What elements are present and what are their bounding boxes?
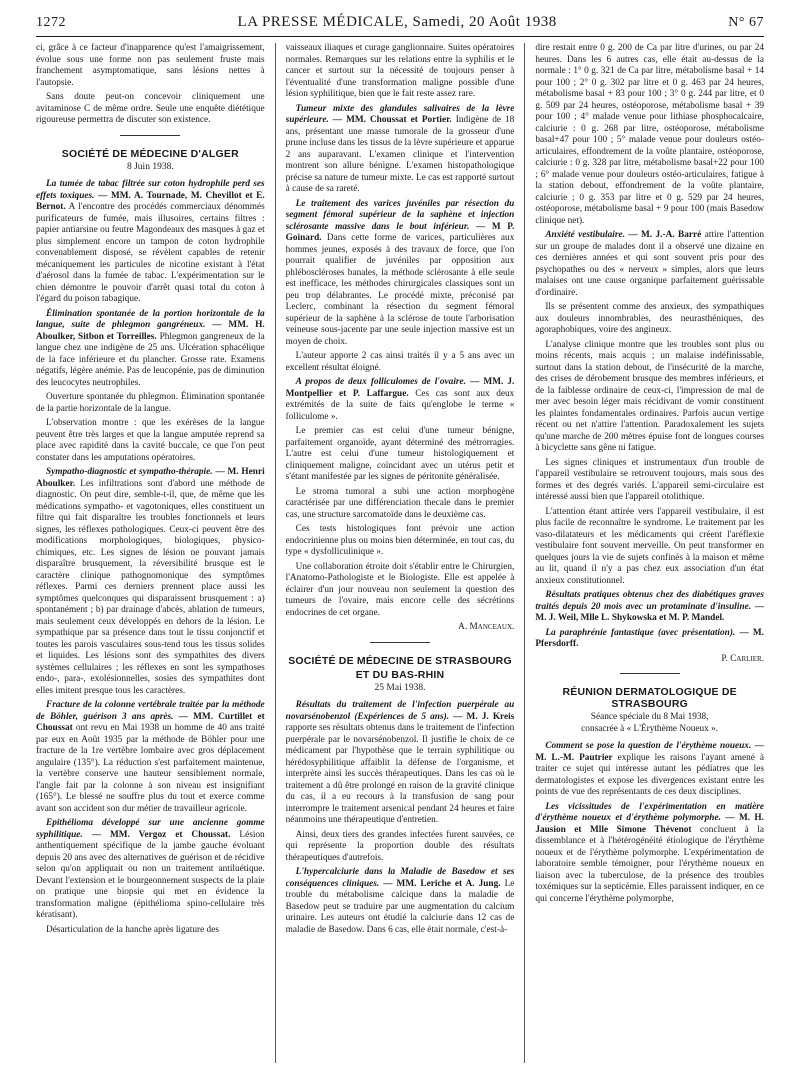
entry <box>286 867 515 936</box>
entry-title: Sympatho-diagnostic et sympatho-thérapie. <box>46 467 213 477</box>
entry-title: La tumée de tabac filtrée sur coton hydrophile perd ses effets toxiques. <box>36 179 265 201</box>
page-header <box>36 14 764 37</box>
entry <box>286 700 515 827</box>
section-date: 25 Mai 1938. <box>374 682 426 693</box>
entry-title: Anxiété vestibulaire. <box>545 230 625 240</box>
entry-title: Le traitement des varices juvéniles par résection du segment fémoral supérieur de la saphène et injection sclérosante massive dans le bout inférieur. <box>285 198 515 232</box>
entry <box>535 628 764 651</box>
paragraph: vaisseaux iliaques et curage ganglionnaire. Suites opératoires normales. Remarques sur les relations entre la syphilis et le cancer et surtout sur la nécessité de toujours penser à l'éventualité d'une transformation maligne possible d'une lésion syphilitique, bien que le fait reste assez rare. <box>285 43 515 99</box>
entry <box>535 590 764 625</box>
columns <box>36 43 764 1063</box>
entry-title: Epithélioma développé sur une ancienne gomme syphilitique. <box>36 818 265 840</box>
entry-authors: — M. Henri Aboulker. <box>36 467 265 489</box>
entry <box>36 700 265 815</box>
entry-title: Élimination spontanée de la portion horizontale de la langue, suite de phlegmon gangréneux. <box>36 308 265 330</box>
entry-title: Résultats pratiques obtenus chez des diabétiques graves traités depuis 20 mois avec un protaminate d'insuline. <box>535 590 764 612</box>
journal-title: LA PRESSE MÉDICALE, Samedi, 20 Août 1938 <box>237 14 557 30</box>
signature: P. Carlier. <box>721 653 764 664</box>
entry-authors: — MM. H. Aboulker, Sitbon et Torreilles. <box>36 320 265 342</box>
paragraph: ci, grâce à ce facteur d'inapparence qu'est l'amaigrissement, évolue sous une forme non pas seulement fruste mais franchement asymptomatique, sans lésions nettes à l'autopsie. <box>36 43 265 88</box>
entry-authors: — MM. Vergoz et Choussat. <box>91 829 231 840</box>
paragraph: L'analyse clinique montre que les troubles sont plus ou moins récents, mais acquis ; un malaise indéfinissable, surtout dans la station debout, de l'insécurité de la marche, des crises de dérobement brusque des membres inférieurs, et de la faiblesse ordinaire de ceux-ci, l'impression de mal de mer avec besoin léger mais récidivant de vomir constituent les plaintes fondamentales ordinaires. Parfois aucun vertige récent ou net n'attire l'attention. Paradoxalement les sujets qu'une marche de 200 mètres épuise font de longues courses à bicyclette sans gêne ni fatigue. <box>535 339 764 453</box>
entry-authors: — M P. Goinard. <box>285 221 515 243</box>
entry-text: Ces cas sont aux deux extrémités de la suite de faits qu'englobe le terme « folliculome ». <box>285 388 515 422</box>
entry <box>535 230 764 299</box>
paragraph: Ainsi, deux tiers des grandes infectées furent sauvées, ce qui représente la proportion double des résultats thérapeutiques d'autrefois. <box>285 829 515 863</box>
paragraph: Désarticulation de la hanche après ligature des <box>46 924 219 935</box>
paragraph: Ils se présentent comme des anxieux, des sympathiques aux douleurs innombrables, des neurasthéniques, des agoraphobiques, voire des angineux. <box>535 302 764 335</box>
column-2 <box>286 43 515 1063</box>
entry-text: concluent à la dissemblance et à l'hétérogénéité étiologique de l'érythème noueux et de l'érythème polymorphe. L'expérimentation de laboratoire semble témoigner, pour l'érythème noueux en liaison avec la tuberculose, de la présence des troubles toxémiques sur la septicémie. Elles paraissent indiquer, en ce qui concerne l'érythème polymorphe, <box>535 824 764 904</box>
section-title: SOCIÉTÉ DE MÉDECINE D'ALGER <box>61 147 239 160</box>
entry-title: Tumeur mixte des glandules salivaires de la lèvre supérieure. <box>285 103 515 125</box>
separator <box>620 673 680 674</box>
entry-authors: — MM. Curtillet et Choussat <box>36 711 265 733</box>
paragraph: L'auteur apporte 2 cas ainsi traités il y a 5 ans avec un excellent résultat éloigné. <box>285 351 515 373</box>
section-subtitle: Séance spéciale du 8 Mai 1938, <box>590 712 709 722</box>
entry <box>36 179 265 306</box>
column-3 <box>535 43 764 1063</box>
entry-title: Résultats du traitement de l'infection puerpérale au novarsénobenzol (Expériences de 5 ans). <box>285 700 515 722</box>
paragraph: Ouverture spontanée du phlegmon. Élimination spontanée de la partie horizontale de la langue. <box>36 392 265 414</box>
entry-title: Comment se pose la question de l'érythème noueux. <box>545 741 752 751</box>
section-title-line2: ET DU BAS-RHIN <box>355 668 445 681</box>
signature: A. Manceaux. <box>458 622 515 632</box>
column-rule <box>524 43 525 1063</box>
entry-text: Phlegmon gangreneux de la langue chez une indigène de 25 ans. Ulcération sphacélique de la face inférieure et du plancher. Grosse rate. Examens négatifs, légère anémie. Pas de leucopénie, pas de diminution des leucocytes neutrophiles. <box>36 331 265 388</box>
entry <box>286 199 515 349</box>
entry-text: Lésion anthentiquement spécifique de la jambe gauche évoluant depuis 20 ans avec des alternatives de guérison et de récidive selon qu'on appliquait ou non un traitement antiluétique. Devant l'extension et le bourgeonnement suspects de la plaie on pratique une biopsie qui met en évidence la transformation maligne (épithélioma spino-cellulaire très kératisant). <box>36 829 265 920</box>
entry-text: A l'encontre des procédés commerciaux dénommés purificateurs de fumée, mais illusoires, certains filtres : papier antiarsine ou feutre Magondeaux des masques à gaz et plus simplement encore un tampon de coton hydrophile convenablement disposé, se révèlent capables de retenir mécaniquement les particules de nicotine existant à l'état d'aérosol dans la fumée de tabac. L'expérimentation sur le chien démontre le pouvoir d'arrêt quasi total du coton à l'égard du poison tabagique. <box>36 202 265 304</box>
entry <box>286 104 515 196</box>
entry-text: ont revu en Mai 1938 un homme de 40 ans traité par eux en Août 1935 par la méthode de Böhler pour une fracture de la 1re vertèbre lombaire avec gros déplacement angulaire (135°). La réduction s'est parfaitement maintenue, la vertèbre conserve une hauteur sensiblement normale, l'angle fait par la colonne à son niveau est insignifiant (165°). Le blessé ne souffre plus du tout et exerce comme avant son accident son dur métier de travailleur agricole. <box>36 723 265 814</box>
entry-authors: — M. J. Weil, Mlle L. Shykowska et M. P. Mandel. <box>535 601 764 623</box>
entry-authors: — M. L.-M. Pautrier <box>535 741 764 763</box>
entry-text: Les infiltrations sont d'abord une méthode de diagnostic. On peut dire, semble-t-il, que, de même que les médications sympatho- et vagotoniques, elles constituent un filtre qui fait disparaître les troubles fonctionnels et leurs signes, les réflexes pathologiques. Ceux-ci peuvent être des modifications morphologiques, biologiques, physico-chimiques, etc. Les signes de lésion ne pouvant jamais disparaître brusquement, la réversibilité brusque est le caractère clinique pathognomonique des symptômes réflexes. Parmi ces derniers prennent place aussi les symptômes quelconques qui disparaissent brusquement : a) spontanément ; b) par drainage d'abcès, ablation de tumeurs, mais seulement ceux développés en dehors de la lésion. Le sympathique par sa présence dans tout le tissu conjonctif et toutes les parois vasculaires sous-tend tous les tissus solides et liquides. Les lésions sont des sympathites des divers systèmes cellulaires ; les réflexes en sont les sympathoses endo-, para-, exolésionnelles, sosies des sympathites dont elles imitent presque tous les caractères. <box>36 478 265 696</box>
entry-authors: — MM. A. Tournade, M. Chevillot et E. Bernot. <box>36 190 265 212</box>
entry <box>535 741 764 799</box>
entry-text: rapporte ses résultats obtenus dans le traitement de l'infection puerpérale par le novarsénobenzol. Il justifie le choix de ce médicament par l'hypothèse que le terrain syphilitique ou hérédosyphilitique affaiblit la défense de l'organisme, et interprète ainsi les succès thérapeutiques. Dans les cas où le traitement a dû être prolongé en raison de la gravité clinique du cas, il a eu recours à la transfusion de sang pour interrompre le traitement arsenical pendant 24 heures et faire néanmoins une thérapeutique d'entretien. <box>285 723 515 825</box>
entry <box>286 377 515 423</box>
paragraph: Le stroma tumoral a subi une action morphogène caractérisée par une différenciation thecale dans le premier cas, une structure sarcomatoïde dans le deuxième cas. <box>285 486 515 520</box>
paragraph: L'observation montre : que les exérèses de la langue peuvent être très larges et que la langue amputée reprend sa place avec rapidité dans la cavité buccale, ce que l'on peut constater dans les amputations opératoires. <box>36 418 265 463</box>
entry-authors: — M. J. Kreis <box>453 711 515 722</box>
section-subtitle: consacrée à « L'Érythème Noueux ». <box>581 723 719 734</box>
entry <box>535 802 764 906</box>
section-date: 8 Juin 1938. <box>126 161 174 172</box>
paragraph: Les signes cliniques et instrumentaux d'un trouble de l'appareil vestibulaire se retrouvent toujours, mais sous des formes et des degrés variés. L'appareil semi-circulaire est intéressé aussi bien que l'appareil otolithique. <box>535 457 764 502</box>
paragraph: Sans doute peut-on concevoir cliniquement une avitaminose C de même ordre. Seule une enquête diététique rigoureuse permettra de discuter son existence. <box>36 92 265 125</box>
column-1 <box>36 43 265 1063</box>
entry-text: Le trouble du métabolisme calcique dans la maladie de Basedow peut se traduire par une augmentation du calcium urinaire. Les auteurs ont étudié la calciurie dans 12 cas de maladie de Basedow. Dans 6 cas, elle était normale, c'est-à- <box>285 878 515 935</box>
section-title: SOCIÉTÉ DE MÉDECINE DE STRASBOURG <box>288 654 512 667</box>
entry-authors: — M. J.-A. Barré <box>628 230 702 240</box>
paragraph: L'attention étant attirée vers l'appareil vestibulaire, il est plus facile de reconnaître le syndrome. Le traitement par les vaso-dilatateurs et les médicaments qui créent l'aréflexie vestibulaire font souvent merveille. On peut transformer en quelques jours la vie de sujets confinés à la maison et même au lit, quand il n'y a pas chez eux association d'un état anxieux constitutionnel. <box>535 506 764 586</box>
entry-text: Indigène de 18 ans, présentant une masse tumorale de la grosseur d'une prune incluse dans les tissus de la lèvre supérieure et apparue 2 ans auparavant. L'examen clinique et l'intervention montrent son allure bénigne. L'examen histopathologique précise sa nature de tumeur mixte. Le cas est rapporté surtout à cause de sa rareté. <box>285 115 515 194</box>
entry-authors: — MM. Choussat et Portier. <box>332 115 452 125</box>
column-rule <box>275 43 276 1063</box>
entry-title: Les vicissitudes de l'expérimentation en matière d'érythème noueux et d'érythème polymorphe. <box>535 801 764 823</box>
separator <box>120 135 180 136</box>
entry-title: La paraphrénie fantastique (avec présentation). <box>545 627 736 638</box>
entry-title: Fracture de la colonne vertébrale traitée par la méthode de Böhler, guérison 3 ans après. <box>36 700 265 722</box>
entry <box>36 818 265 922</box>
paragraph: Une collaboration étroite doit s'établir entre le Chirurgien, l'Anatomo-Pathologiste et le Biologiste. Elle est appelée à éclairer d'un jour nouveau non seulement la question des tumeurs de l'ovaire, mais encore celle des sécrétions endocrines de cet organe. <box>285 561 515 618</box>
issue-number: N° 67 <box>728 15 764 30</box>
entry <box>36 309 265 390</box>
paragraph: Ces tests histologiques font prévoir une action endocrinienne plus ou moins bien déterminée, en tout cas, du type « dysfolliculinique ». <box>285 524 515 557</box>
entry-title: L'hypercalciurie dans la Maladie de Basedow et ses conséquences cliniques. <box>285 867 515 889</box>
entry-authors: — M. H. Jausion et Mlle Simone Thévenot <box>535 813 764 835</box>
entry-text: Dans cette forme de varices, particulières aux hommes jeunes, exposés à des travaux de force, que l'on pourrait qualifier de juvéniles par opposition aux phléboscléroses banales, la méthode sclérosante à elle seule est inefficace, les méthodes chirurgicales classiques sont un peu trop délabrantes. Le procédé mixte, préconisé par Leclerc, combinant la résection du segment fémoral supérieur de la saphène à la sclérose de toute l'arborisation veineuse sous-jacente par une seule injection massive est un moyen de choix. <box>285 233 515 347</box>
entry-authors: — M. Pfersdorff. <box>535 627 764 649</box>
paragraph: Le premier cas est celui d'une tumeur bénigne, parfaitement organoïde, ayant déterminé des métrorragies. L'autre est celui d'une tumeur histologiquement et cliniquement maligne, coïncidant avec un utérus petit et s'étant manifestée par les signes de péritonite généralisée. <box>285 426 515 482</box>
paragraph: dire restait entre 0 g. 200 de Ca par litre d'urines, ou par 24 heures. Dans les 6 autres cas, elle était au-dessus de la normale : 1° 0 g. 321 de Ca par litre, métabolisme basal + 14 pour 100 ; 2° 0 g. 302 par litre et 0 g. 463 par 24 heures, métabolisme basal + 83 pour 100 ; 3° 0 g. 244 par litre, et 0 g. 509 par 24 heures, ostéoporose, métabolisme basal + 39 pour 100 ; 4° malade venue pour lithiase phosphocalcaire, calciurie : 0 g. 268 par litre, ostéoporose, métabolisme basal+47 pour 100 ; 5° malade venue pour douleurs ostéo-articulaires, effondrement de la voûte plantaire, ostéoporose, calciurie : 0 g. 328 par litre, métabolisme basal+22 pour 100 ; 6° malade venue pour douleurs ostéo-articulaires, fatigue à la station debout, effondrement de la voûte plantaire, calciurie ; 0 g. 353 par litre et 0 g. 529 par 24 heures, ostéoporose, métabolisme basal + 9 pour 100 (mais Basedow clinique net). <box>535 43 764 226</box>
entry-text: attire l'attention sur un groupe de malades dont il a observé une dizaine en ces dernières années et qui sont souvent pris pour des psychopathes ou des « nerveux » simples, alors que leurs malaises ont une cause organique parfaitement guérissable d'ordinaire. <box>535 230 764 298</box>
entry-text: explique les raisons l'ayant amené à traiter ce sujet qui intéresse autant les pédiatres que les dermatologistes et expose les divergences existant entre les points de vue des représentants de ces deux disciplines. <box>535 752 764 797</box>
entry <box>36 467 265 697</box>
separator <box>370 642 430 643</box>
entry-authors: — MM. J. Montpellier et P. Laffargue. <box>285 377 515 399</box>
entry-authors: — MM. Leriche et A. Jung. <box>383 878 501 889</box>
page-number: 1272 <box>36 15 66 30</box>
section-title: RÉUNION DERMATOLOGIQUE DE STRASBOURG <box>562 686 737 710</box>
entry-title: A propos de deux folliculomes de l'ovaire. <box>295 377 466 387</box>
